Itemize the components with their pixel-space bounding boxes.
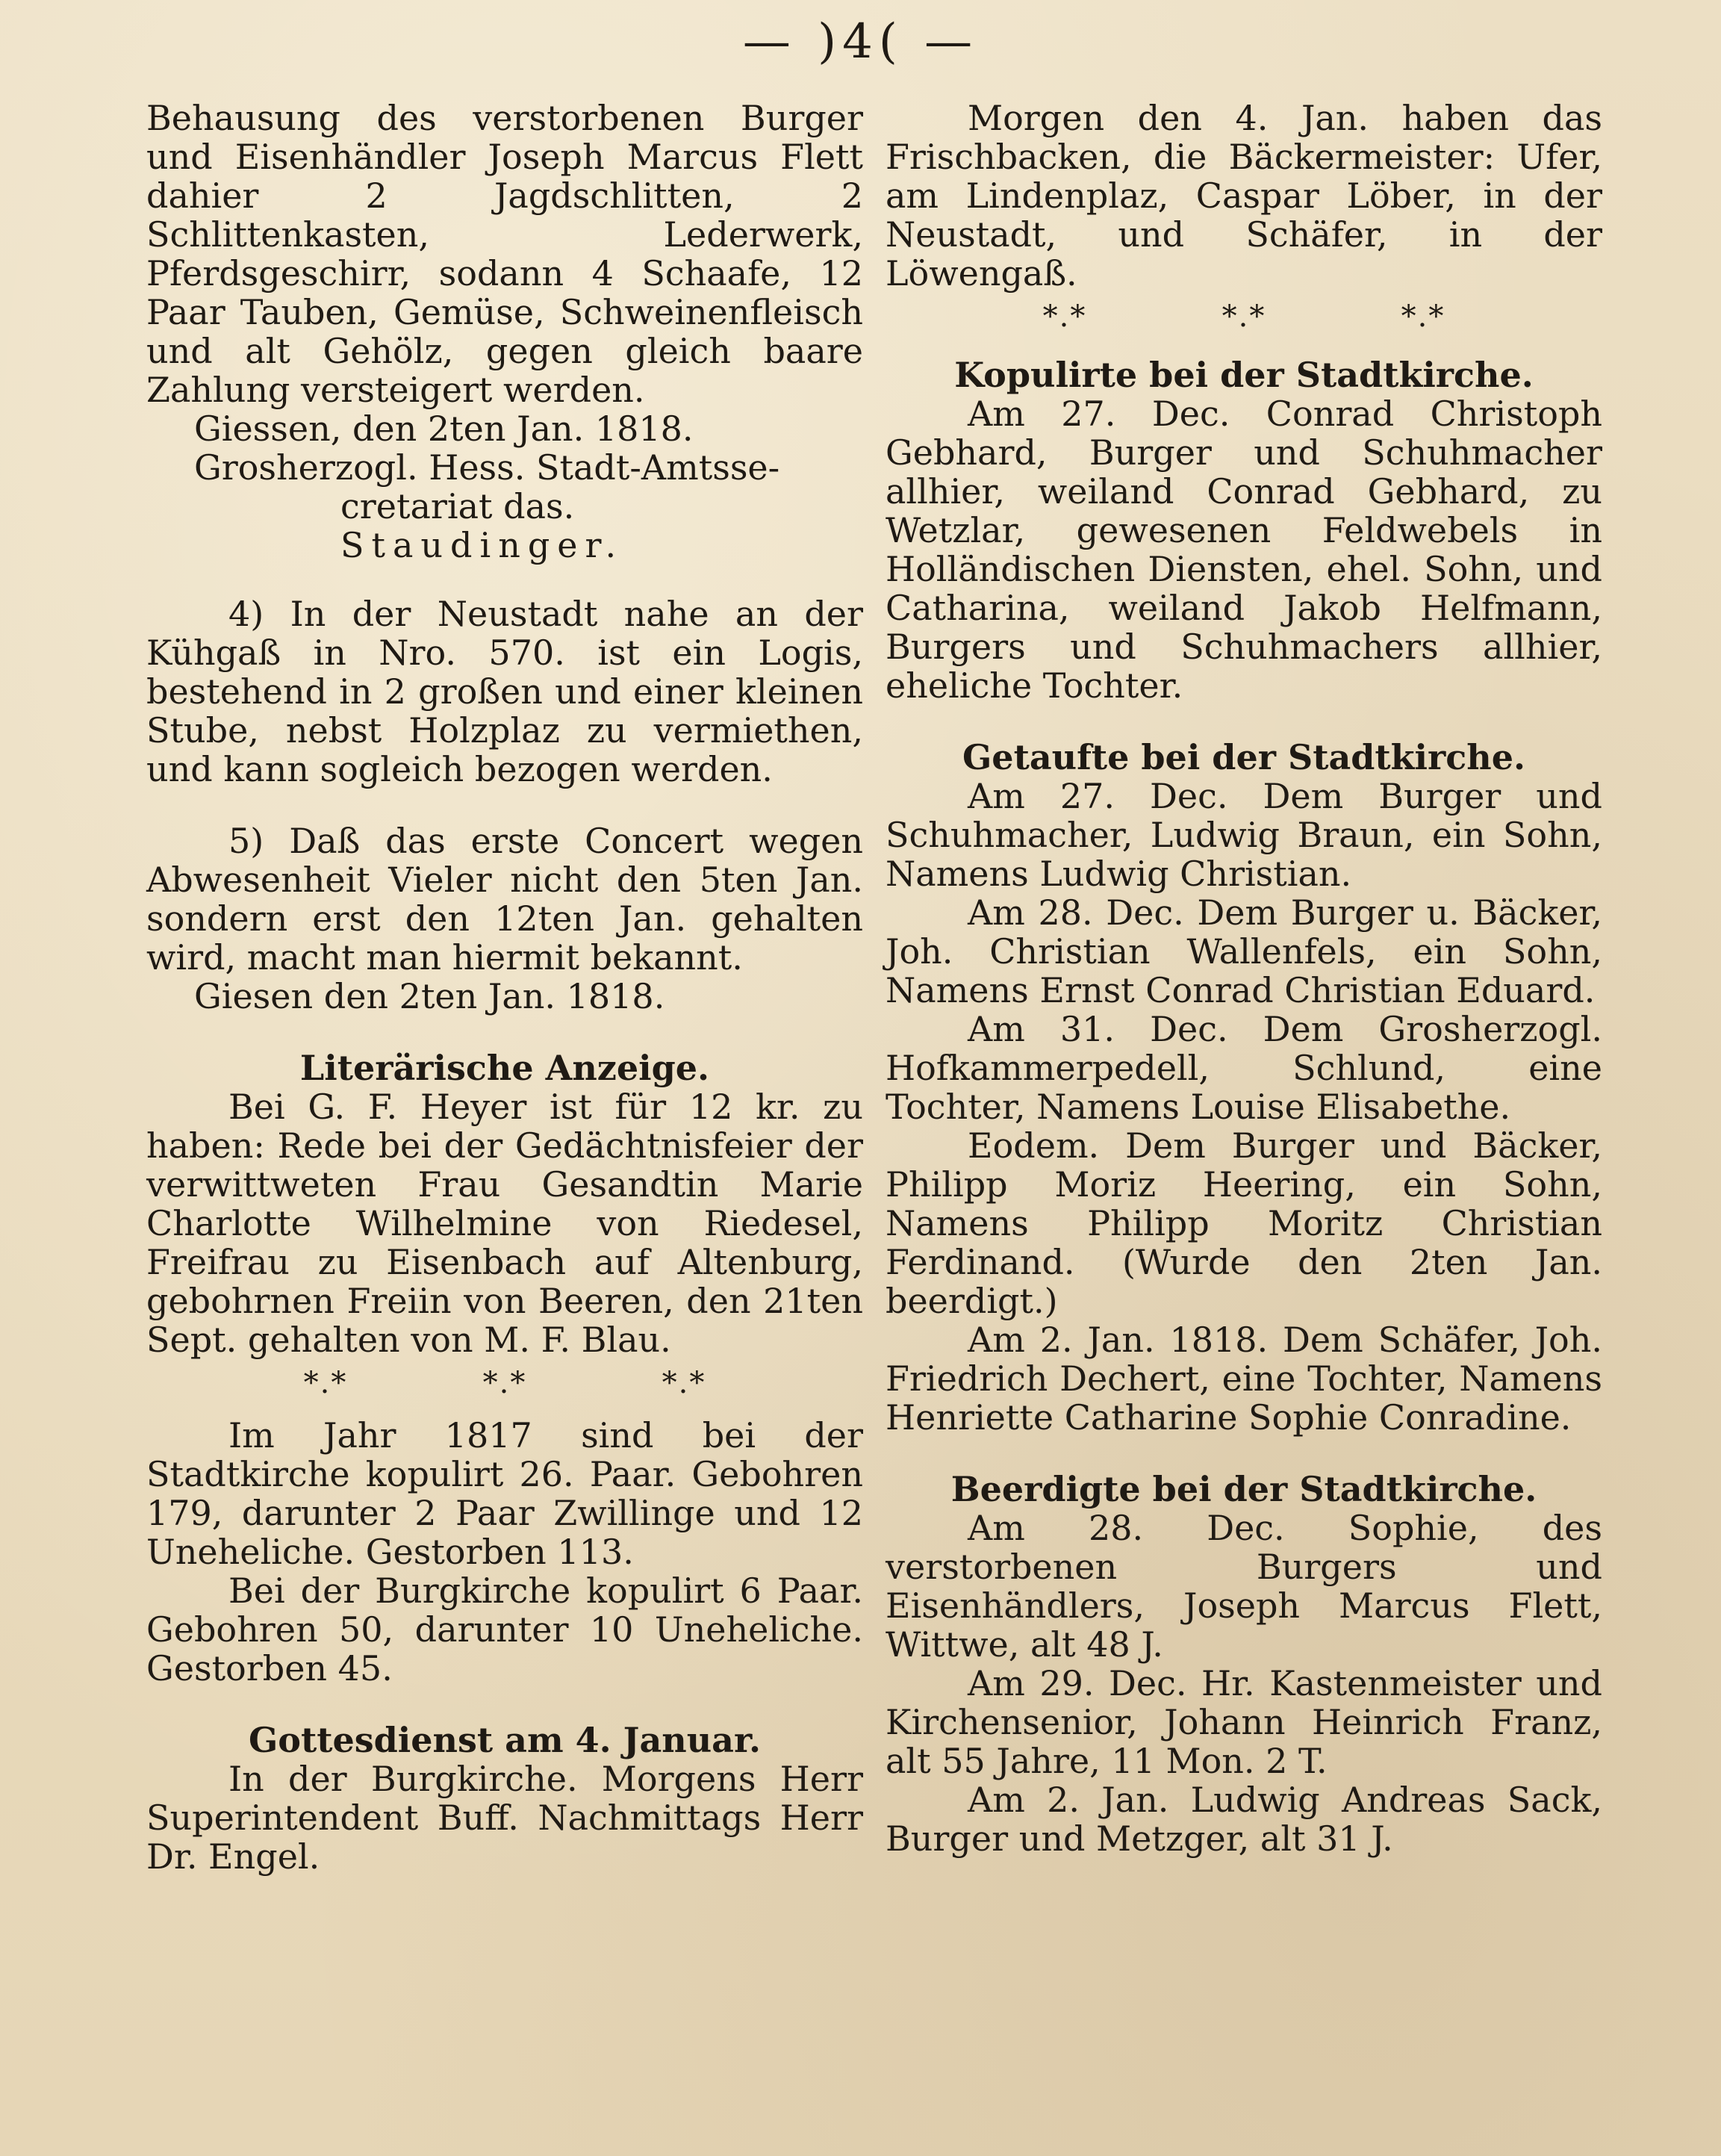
auction-notice: [146, 99, 863, 565]
right-column: [886, 99, 1602, 1891]
notice-4-text: 4) In der Neustadt nahe an der Kühgaß in Nro. 570. ist ein Logis, bestehend in 2 großen und einer kleinen Stube, nebst Holzplaz zu vermiethen, und kann sogleich bezogen werden.: [146, 594, 863, 789]
bakers-text: Morgen den 4. Jan. haben das Frischbacken, die Bäckermeister: Ufer, am Lindenplaz, Caspar Löber, in der Neustadt, und Schäfer, in der Löwengaß.: [886, 98, 1602, 293]
yearly-statistics: [146, 1416, 863, 1688]
notice-4: [146, 594, 863, 789]
notice-5-text: 5) Daß das erste Concert wegen Abwesenheit Vieler nicht den 5ten Jan. sondern erst den 12ten Jan. gehalten wird, macht man hiermit bekannt.: [146, 821, 863, 978]
ornament-stars-right: [886, 293, 1602, 350]
bakers-notice: [886, 99, 1602, 293]
page-number-header: — )4( —: [742, 14, 979, 69]
notice-5-date: Giesen den 2ten Jan. 1818.: [194, 976, 665, 1016]
auction-signature-1: Grosherzogl. Hess. Stadt-Amtsse-: [194, 447, 780, 488]
literary-notice: [146, 1049, 863, 1359]
literary-heading: Literärische Anzeige.: [299, 1048, 710, 1088]
literary-text: Bei G. F. Heyer ist für 12 kr. zu haben: Rede bei der Gedächtnisfeier der verwittweten Frau Gesandtin Marie Charlotte Wilhelmine von Riedesel, Freifrau zu Eisenbach auf Altenburg, gebohrnen Freiin von Beeren, den 21ten Sept. gehalten von M. F. Blau.: [146, 1087, 863, 1360]
baptized-heading: Getaufte bei der Stadtkirche.: [962, 737, 1525, 777]
service-heading: Gottesdienst am 4. Januar.: [249, 1720, 761, 1760]
ornament-star-2: *.*: [482, 1366, 527, 1400]
ornament-star-3: *.*: [662, 1366, 706, 1400]
ornament-star-5: *.*: [1221, 299, 1266, 334]
baptized-section: [886, 738, 1602, 1437]
baptized-entry-3: Am 31. Dec. Dem Grosherzogl. Hofkammerpedell, Schlund, eine Tochter, Namens Louise Elisabethe.: [886, 1009, 1602, 1127]
ornament-stars-left: [146, 1359, 863, 1416]
church-service: [146, 1721, 863, 1876]
baptized-entry-4: Eodem. Dem Burger und Bäcker, Philipp Moriz Heering, ein Sohn, Namens Philipp Moritz Christian Ferdinand. (Wurde den 2ten Jan. beerdigt.): [886, 1125, 1602, 1321]
ornament-star-4: *.*: [1042, 299, 1087, 334]
stats-castle-church: Bei der Burgkirche kopulirt 6 Paar. Gebohren 50, darunter 10 Uneheliche. Gestorben 45.: [146, 1571, 863, 1689]
service-text: In der Burgkirche. Morgens Herr Superintendent Buff. Nachmittags Herr Dr. Engel.: [146, 1759, 863, 1877]
notice-5: [146, 821, 863, 1016]
buried-heading: Beerdigte bei der Stadtkirche.: [950, 1469, 1537, 1509]
auction-date: Giessen, den 2ten Jan. 1818.: [194, 408, 694, 449]
buried-entry-3: Am 2. Jan. Ludwig Andreas Sack, Burger und Metzger, alt 31 J.: [886, 1780, 1602, 1859]
baptized-entry-2: Am 28. Dec. Dem Burger u. Bäcker, Joh. Christian Wallenfels, ein Sohn, Namens Ernst Conrad Christian Eduard.: [886, 892, 1602, 1010]
auction-text: Behausung des verstorbenen Burger und Eisenhändler Joseph Marcus Flett dahier 2 Jagdschlitten, 2 Schlittenkasten, Lederwerk, Pferdsgeschirr, sodann 4 Schaafe, 12 Paar Tauben, Gemüse, Schweinenfleisch und alt Gehölz, gegen gleich baare Zahlung versteigert werden.: [146, 98, 863, 410]
ornament-star-1: *.*: [303, 1366, 348, 1400]
baptized-entry-1: Am 27. Dec. Dem Burger und Schuhmacher, Ludwig Braun, ein Sohn, Namens Ludwig Christian.: [886, 776, 1602, 894]
baptized-entry-5: Am 2. Jan. 1818. Dem Schäfer, Joh. Friedrich Dechert, eine Tochter, Namens Henriette Catharine Sophie Conradine.: [886, 1320, 1602, 1438]
married-section: [886, 355, 1602, 705]
married-entry-1: Am 27. Dec. Conrad Christoph Gebhard, Burger und Schuhmacher allhier, weiland Conrad Gebhard, zu Wetzlar, gewesenen Feldwebels in Holländischen Diensten, ehel. Sohn, und Catharina, weiland Jakob Helfmann, Burgers und Schuhmachers allhier, eheliche Tochter.: [886, 394, 1602, 706]
married-heading: Kopulirte bei der Stadtkirche.: [954, 355, 1534, 395]
buried-entry-1: Am 28. Dec. Sophie, des verstorbenen Burgers und Eisenhändlers, Joseph Marcus Flett, Wittwe, alt 48 J.: [886, 1508, 1602, 1665]
buried-section: [886, 1470, 1602, 1858]
ornament-star-6: *.*: [1401, 299, 1445, 334]
stats-town-church: Im Jahr 1817 sind bei der Stadtkirche kopulirt 26. Paar. Gebohren 179, darunter 2 Paar Zwillinge und 12 Uneheliche. Gestorben 113.: [146, 1415, 863, 1572]
auction-signature-2: cretariat das.: [340, 486, 575, 526]
left-column: [146, 99, 863, 1909]
buried-entry-2: Am 29. Dec. Hr. Kastenmeister und Kirchensenior, Johann Heinrich Franz, alt 55 Jahre, 11 Mon. 2 T.: [886, 1663, 1602, 1781]
auction-signature-3: Staudinger.: [340, 525, 624, 565]
